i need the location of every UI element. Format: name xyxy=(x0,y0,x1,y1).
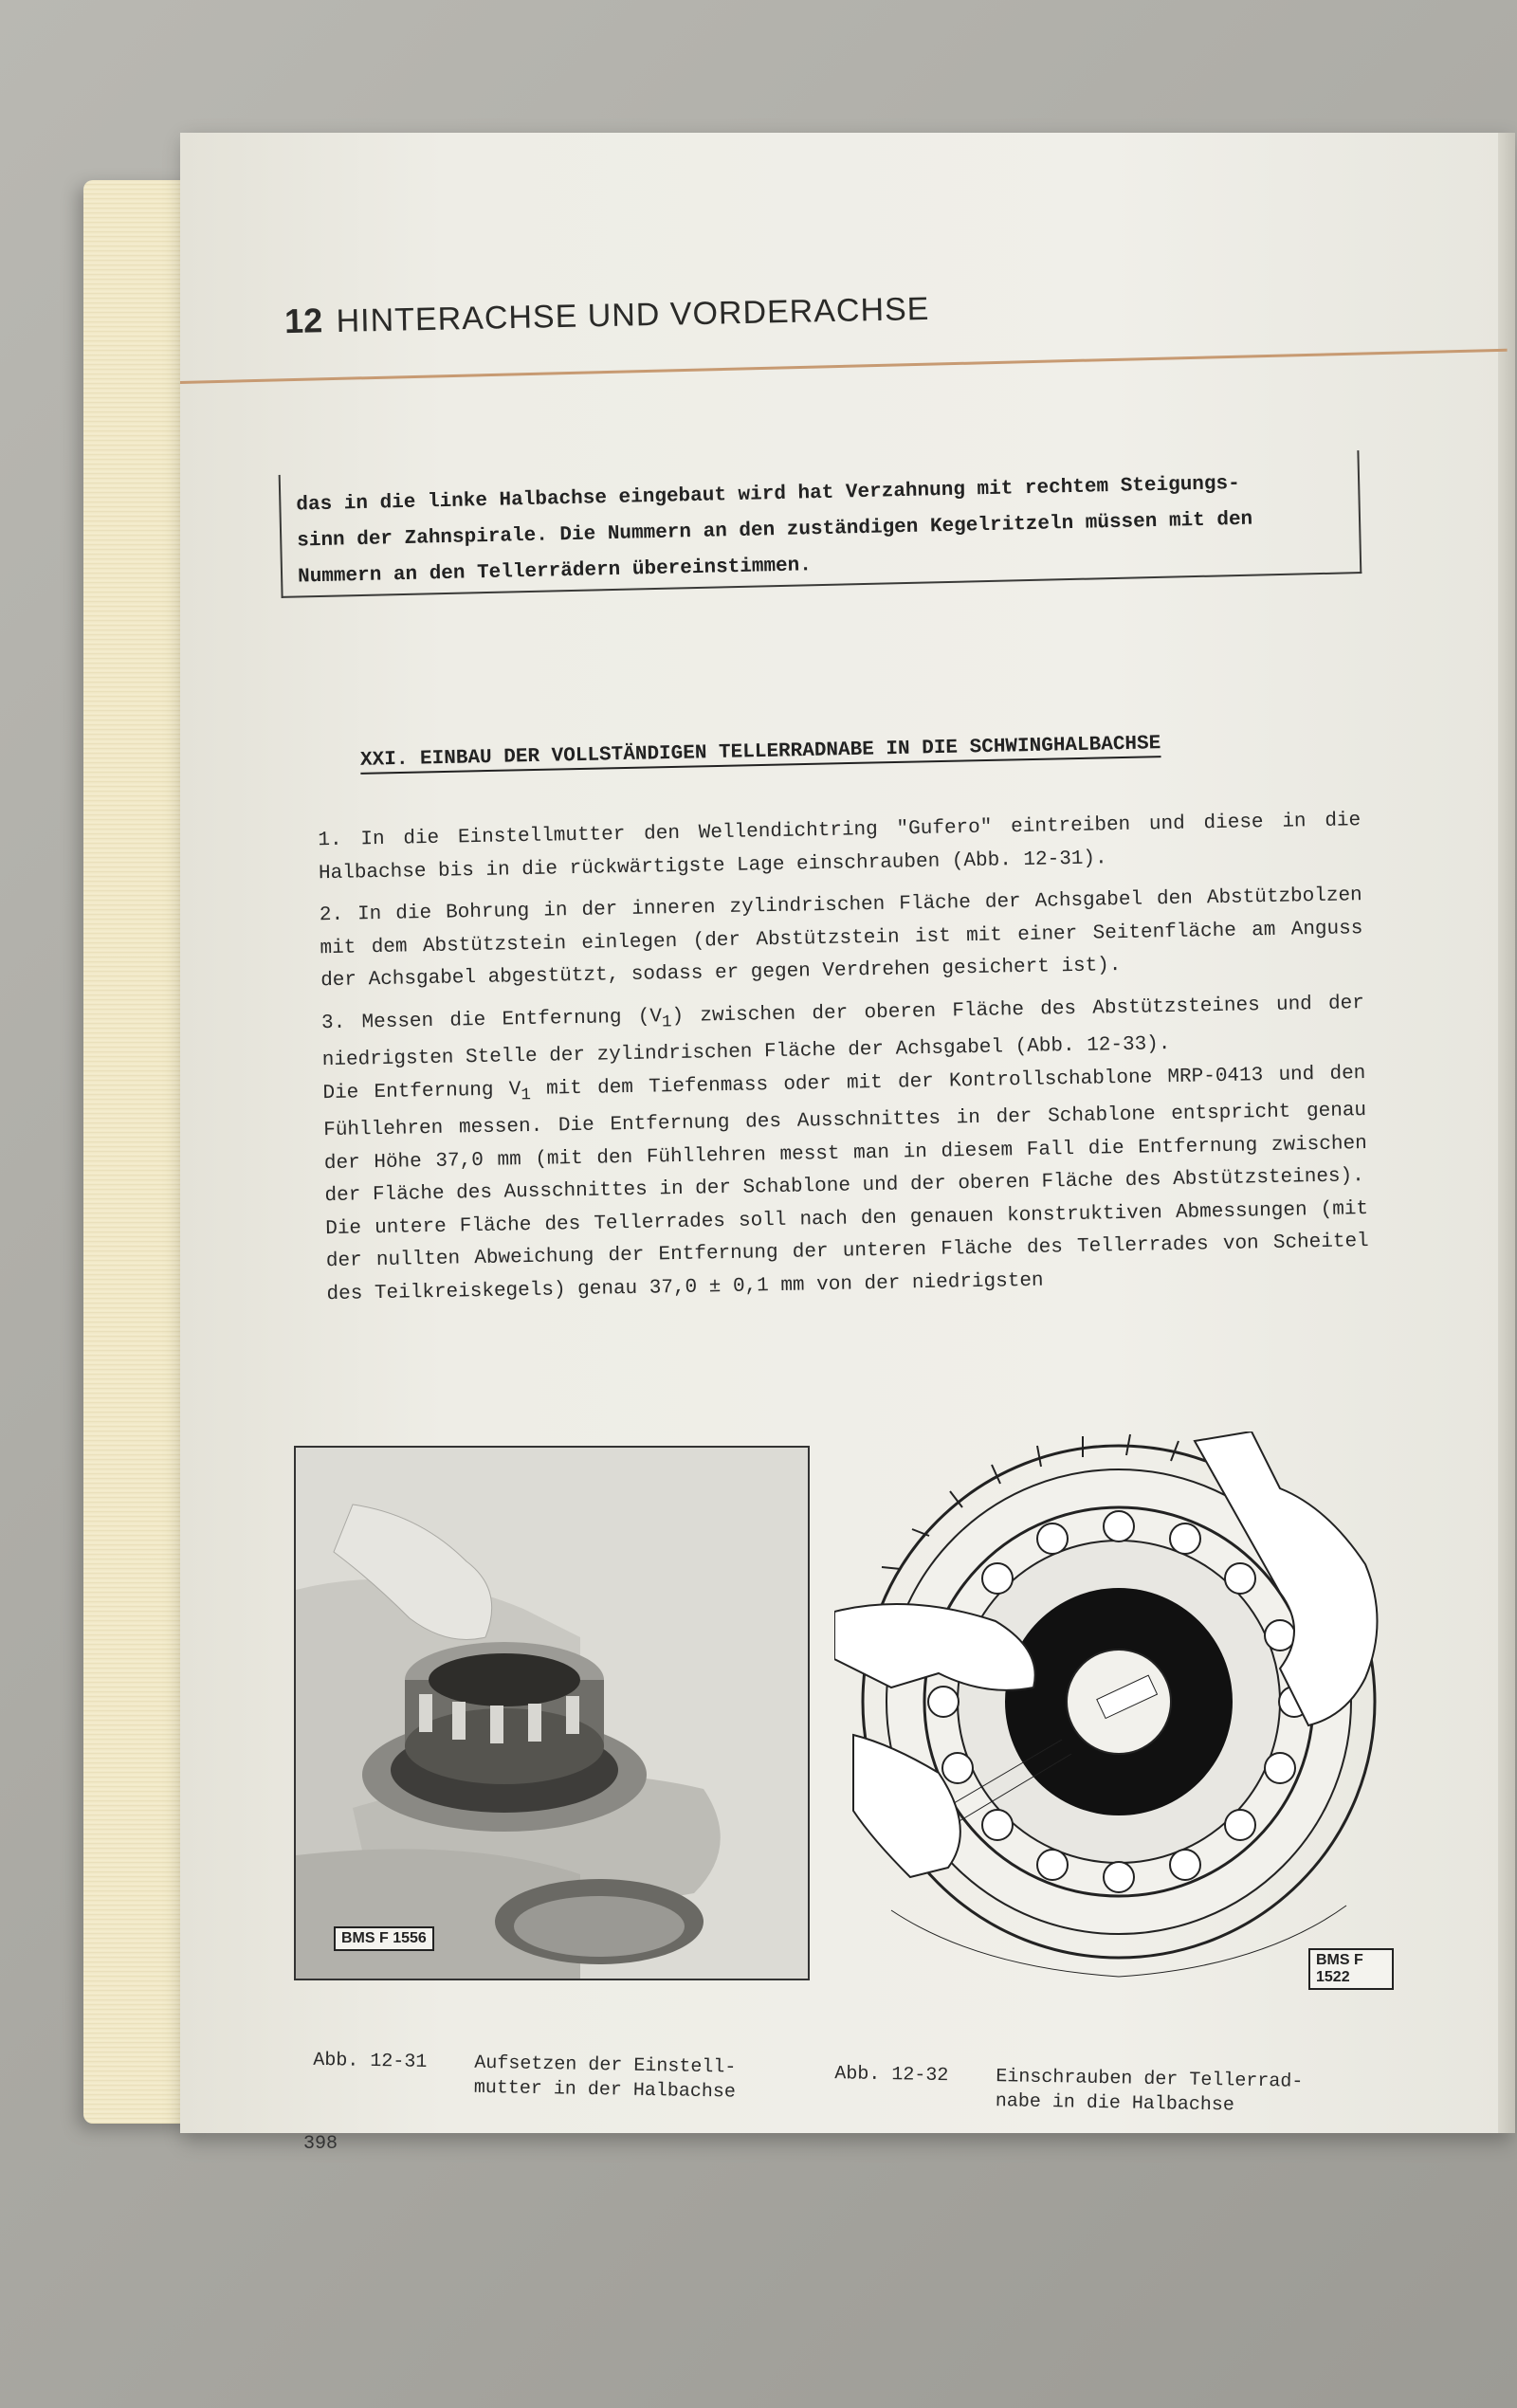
header-rule xyxy=(180,349,1508,384)
subscript: 1 xyxy=(521,1085,532,1105)
body-text xyxy=(280,805,1370,1322)
caption-text: Aufsetzen der Einstell- mutter in der Halbachse xyxy=(473,2052,737,2104)
paragraph-step-2: 2. In die Bohrung in der inneren zylindrischen Fläche der Achsgabel den Abstützbolzen mit dem Abstützstein einlegen (der Abstützstein ist mit einer Seitenfläche am Anguss der Achsgabel abgestützt, sodass er gegen Verdrehen gesichert ist). xyxy=(319,885,1363,993)
figure-stamp: BMS F 1522 xyxy=(1308,1948,1394,1990)
caption-number: Abb. 12-32 xyxy=(834,2063,949,2088)
page-right-edge xyxy=(1498,133,1515,2133)
book-page xyxy=(180,133,1508,2155)
caption-number: Abb. 12-31 xyxy=(313,2049,428,2073)
chapter-title: HINTERACHSE UND VORDERACHSE xyxy=(336,290,930,339)
adjusting-nut-photo xyxy=(296,1448,808,1979)
paragraph-measurement-part: mit dem Tiefenmass oder mit der Kontrollschablone MRP-0413 und den Fühllehren messen. Die Entfernung des Ausschnittes in der Schablone entspricht genau der Höhe 37,0 mm (mit den Fühllehren messt man in diesem Fall die Entfernung zwischen der Fläche des Ausschnittes in der Schablone und der oberen Fläche des Abstützsteines). xyxy=(323,1062,1367,1208)
paragraph-measurement-part: Die Entfernung V xyxy=(322,1078,521,1104)
figure-12-31-photo xyxy=(294,1446,810,1980)
paragraph-step-1: 1. In die Einstellmutter den Wellendichtring "Gufero" eintreiben und diese in die Halbachse bis in die rückwärtigste Lage einschrauben (Abb. 12-31). xyxy=(318,810,1362,885)
note-line: das in die linke Halbachse eingebaut wird hat Verzahnung mit rechtem Steigungs- xyxy=(296,472,1240,517)
chapter-number: 12 xyxy=(283,301,323,341)
paragraph-tolerance: Die untere Fläche des Tellerrades soll nach den genauen konstruktiven Abmessungen (mit der nullten Abweichung der Entfernung der unteren Fläche des Tellerrades von Scheitel des Teilkreiskegels) genau 37,0 ± 0,1 mm von der niedrigsten xyxy=(325,1197,1369,1306)
paragraph-step-3-part: 3. Messen die Entfernung (V xyxy=(320,1005,663,1034)
note-line: Nummern an den Tellerrädern übereinstimmen. xyxy=(297,555,813,589)
figure-12-32-caption xyxy=(834,2062,1366,2128)
figure-stamp: BMS F 1556 xyxy=(334,1926,434,1951)
page-number: 398 xyxy=(303,2133,338,2155)
section-heading: XXI. EINBAU DER VOLLSTÄNDIGEN TELLERRADNABE IN DIE SCHWINGHALBACHSE xyxy=(359,733,1161,772)
note-line: sinn der Zahnspirale. Die Nummern an den zuständigen Kegelritzeln müssen mit den xyxy=(297,508,1253,553)
subscript: 1 xyxy=(661,1012,672,1031)
figure-12-32-drawing xyxy=(834,1432,1394,2000)
figure-12-31-caption xyxy=(313,2049,769,2113)
caption-text: Einschrauben der Tellerrad- nabe in die Halbachse xyxy=(995,2066,1304,2117)
paragraph-measurement xyxy=(284,1058,1368,1214)
note-box xyxy=(279,450,1362,598)
paragraph-step-3-part: ) zwischen der oberen Fläche des Abstützsteines und der niedrigsten Stelle der zylindrischen Fläche der Achsgabel (Abb. 12-33). xyxy=(321,992,1365,1072)
chapter-header xyxy=(284,277,1471,341)
ring-gear-drawing xyxy=(834,1432,1394,2000)
